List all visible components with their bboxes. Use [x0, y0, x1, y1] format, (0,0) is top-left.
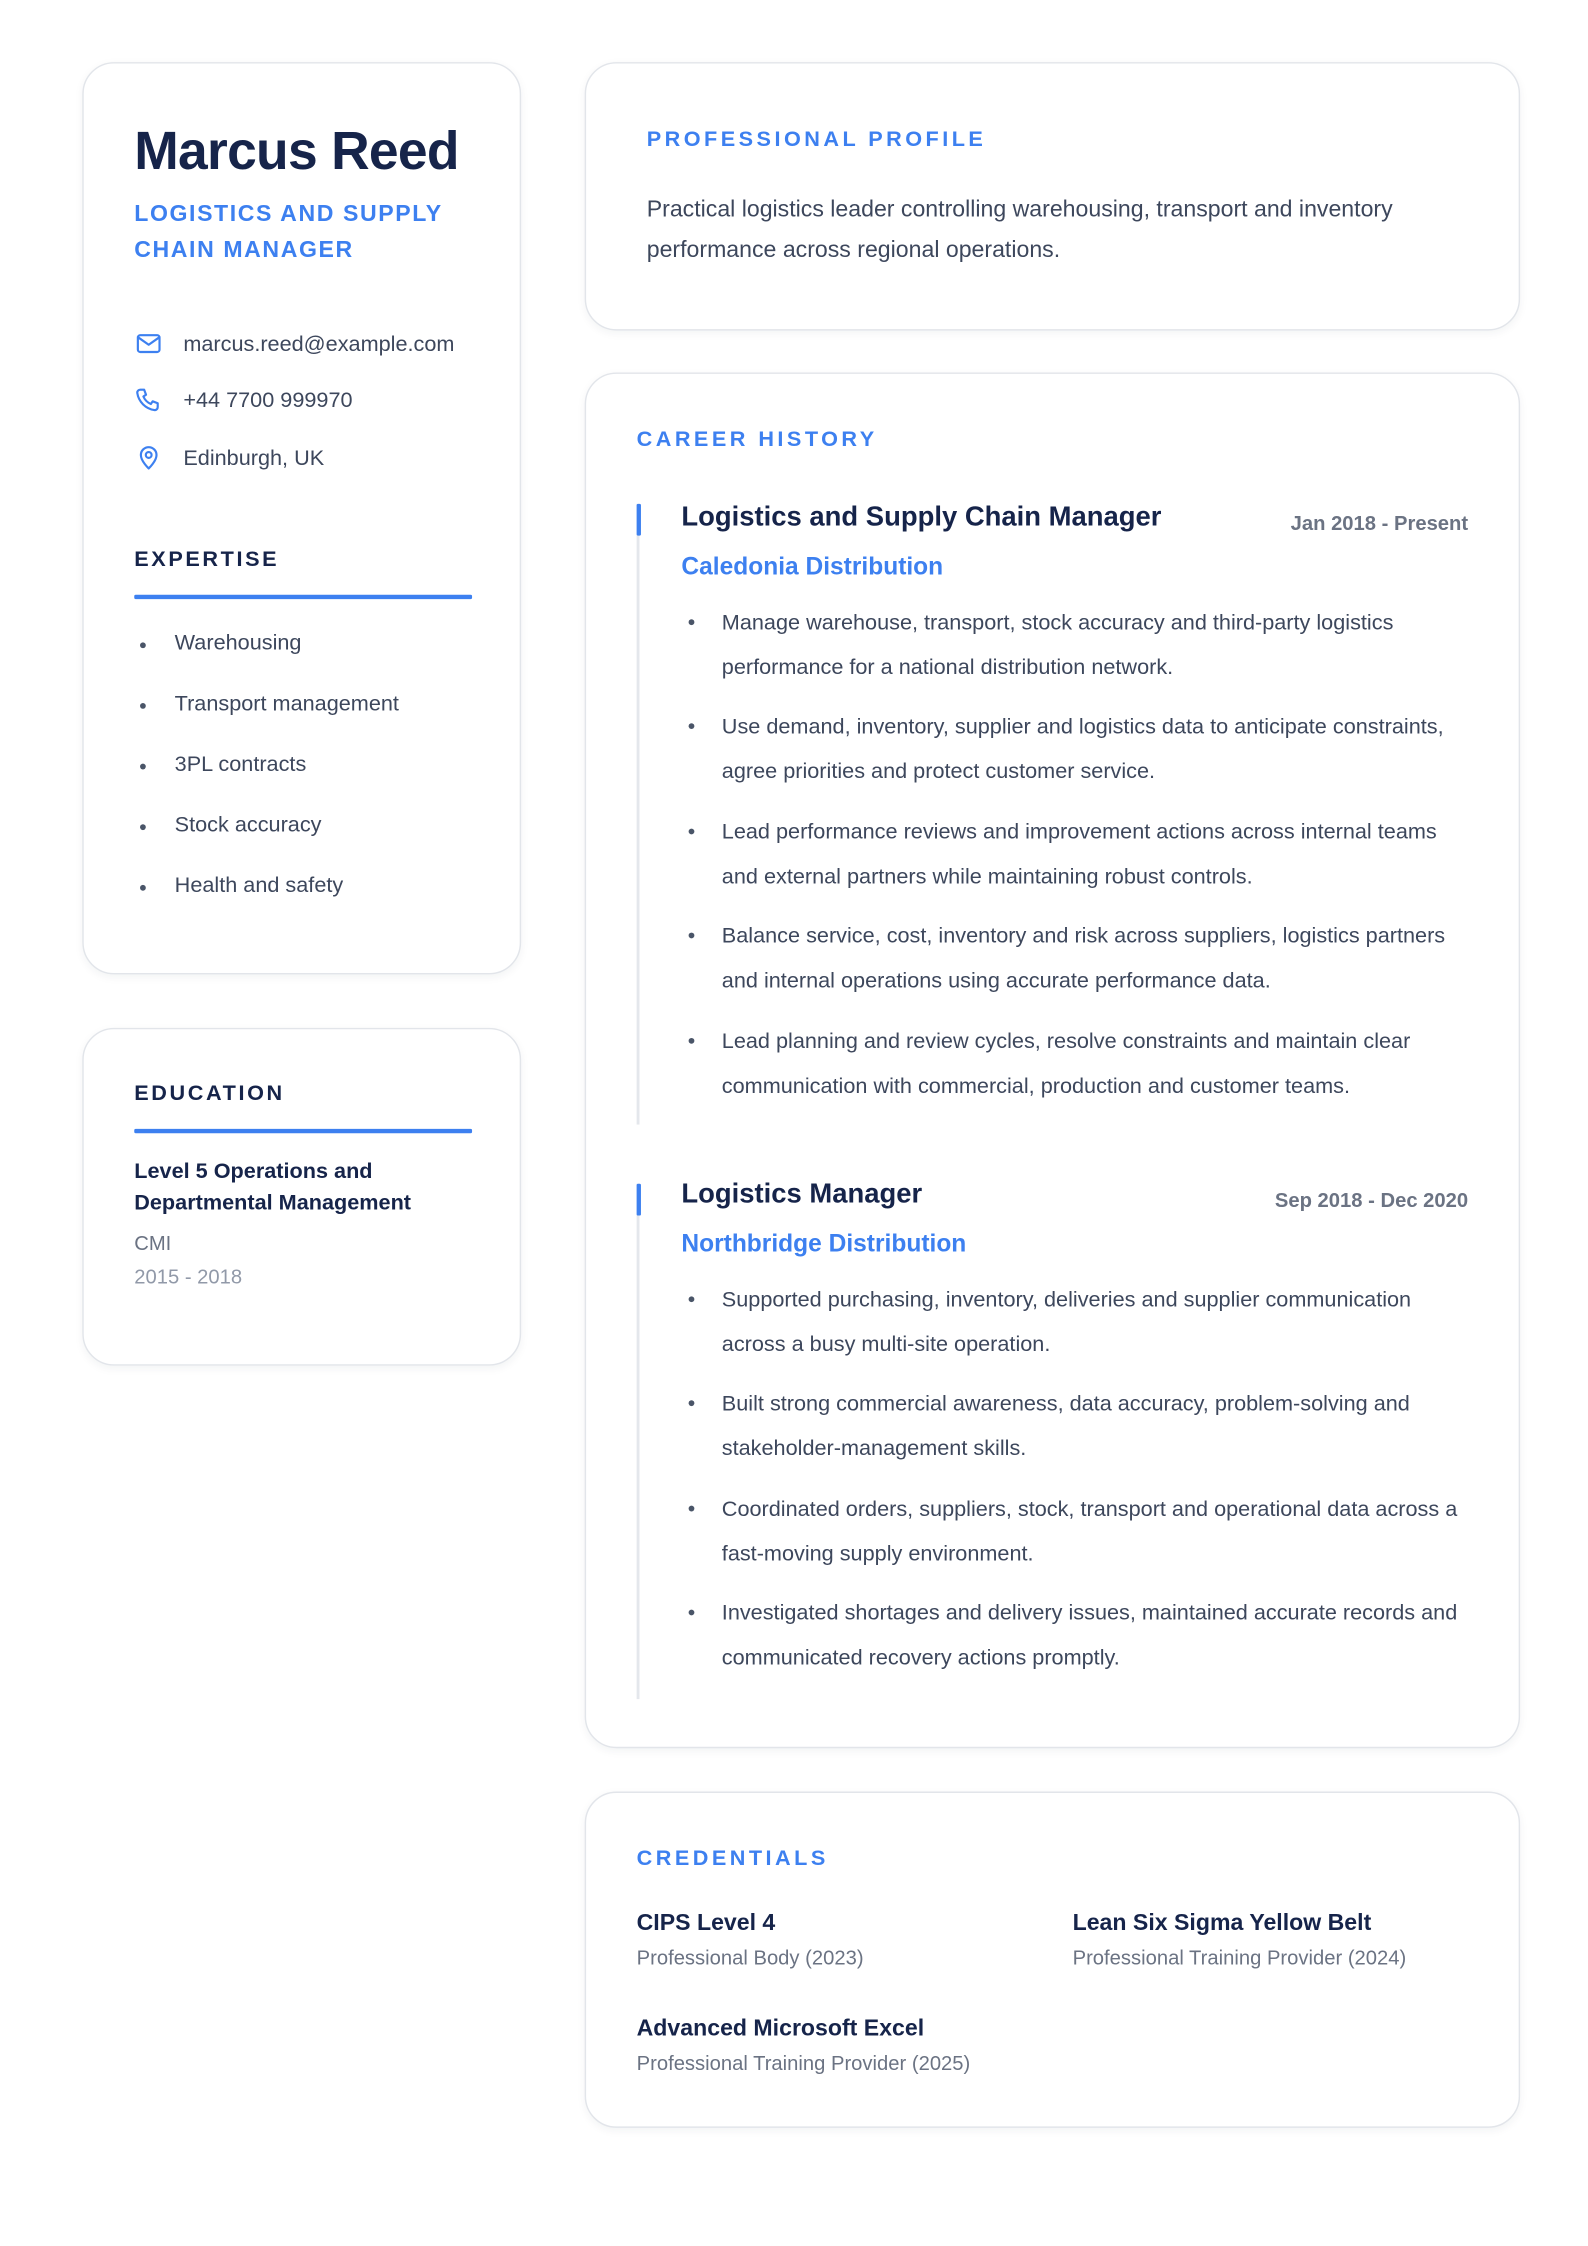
- job-bullet: Manage warehouse, transport, stock accuracy and third-party logistics performance for a national distribution network.: [681, 601, 1472, 691]
- identity-card: [82, 62, 521, 974]
- profile-heading: PROFESSIONAL PROFILE: [646, 127, 987, 152]
- credential-name: Lean Six Sigma Yellow Belt: [1072, 1911, 1372, 1936]
- job-bullet: Lead performance reviews and improvement actions across internal teams and external partners while maintaining robust controls.: [681, 810, 1472, 900]
- credential-issuer: Professional Training Provider (2025): [636, 2051, 971, 2075]
- career-heading: CAREER HISTORY: [636, 427, 878, 452]
- job-bullet: Balance service, cost, inventory and risk across suppliers, logistics partners and internal operations using accurate performance data.: [681, 914, 1472, 1004]
- candidate-title: LOGISTICS AND SUPPLY CHAIN MANAGER: [134, 202, 443, 263]
- job-marker: [637, 1184, 641, 1216]
- credentials-card: [585, 1792, 1520, 2128]
- job-bullet: Lead planning and review cycles, resolve constraints and maintain clear communication with commercial, production and customer teams.: [681, 1019, 1472, 1109]
- mail-icon: [134, 329, 163, 358]
- contact-email-text: marcus.reed@example.com: [183, 331, 455, 356]
- contact-phone[interactable]: [134, 385, 352, 414]
- location-pin-icon: [134, 443, 163, 472]
- contact-phone-text: +44 7700 999970: [183, 387, 353, 413]
- expertise-item: 3PL contracts: [134, 752, 306, 777]
- education-degree: Level 5 Operations and Departmental Management: [134, 1159, 412, 1216]
- candidate-name: Marcus Reed: [134, 121, 459, 181]
- credential-name: Advanced Microsoft Excel: [636, 2016, 925, 2042]
- job-timeline: [637, 1184, 640, 1699]
- job-timeline: [637, 504, 640, 1125]
- credential-issuer: Professional Training Provider (2024): [1072, 1945, 1407, 1970]
- expertise-item: Warehousing: [134, 631, 301, 656]
- expertise-item: Transport management: [134, 691, 399, 716]
- credential-issuer: Professional Body (2023): [636, 1945, 864, 1970]
- education-dates: 2015 - 2018: [134, 1264, 243, 1288]
- profile-summary: Practical logistics leader controlling warehousing, transport and inventory performance across regional operations.: [646, 197, 1393, 263]
- career-card: [585, 372, 1520, 1748]
- expertise-item: Health and safety: [134, 873, 343, 898]
- job-bullet: Built strong commercial awareness, data accuracy, problem-solving and stakeholder-management skills.: [681, 1382, 1472, 1472]
- job-bullet: Investigated shortages and delivery issues, maintained accurate records and communicated recovery actions promptly.: [681, 1591, 1472, 1681]
- phone-icon: [134, 385, 163, 414]
- job-bullet: Use demand, inventory, supplier and logistics data to anticipate constraints, agree priorities and protect customer service.: [681, 704, 1472, 794]
- job-dates: Jan 2018 - Present: [1290, 511, 1469, 535]
- expertise-item: Stock accuracy: [134, 813, 321, 838]
- job-bullet: Supported purchasing, inventory, deliveries and supplier communication across a busy multi-site operation.: [681, 1278, 1472, 1368]
- education-card: [82, 1028, 521, 1366]
- job-title: Logistics Manager: [681, 1179, 923, 1210]
- job-company: Northbridge Distribution: [681, 1229, 967, 1258]
- expertise-heading: EXPERTISE: [134, 547, 280, 572]
- contact-location: [134, 443, 324, 472]
- credential-name: CIPS Level 4: [636, 1911, 776, 1936]
- expertise-divider: [134, 595, 472, 599]
- education-divider: [134, 1129, 472, 1133]
- job-title: Logistics and Supply Chain Manager: [681, 502, 1162, 533]
- credentials-heading: CREDENTIALS: [636, 1846, 829, 1871]
- contact-email[interactable]: [134, 329, 454, 358]
- education-heading: EDUCATION: [134, 1081, 285, 1106]
- job-dates: Sep 2018 - Dec 2020: [1274, 1188, 1469, 1212]
- education-institution: CMI: [134, 1231, 172, 1255]
- contact-location-text: Edinburgh, UK: [183, 445, 325, 470]
- job-bullet: Coordinated orders, suppliers, stock, transport and operational data across a fast-moving supply environment.: [681, 1487, 1472, 1577]
- profile-card: [585, 62, 1520, 331]
- job-company: Caledonia Distribution: [681, 552, 944, 581]
- job-marker: [637, 504, 641, 536]
